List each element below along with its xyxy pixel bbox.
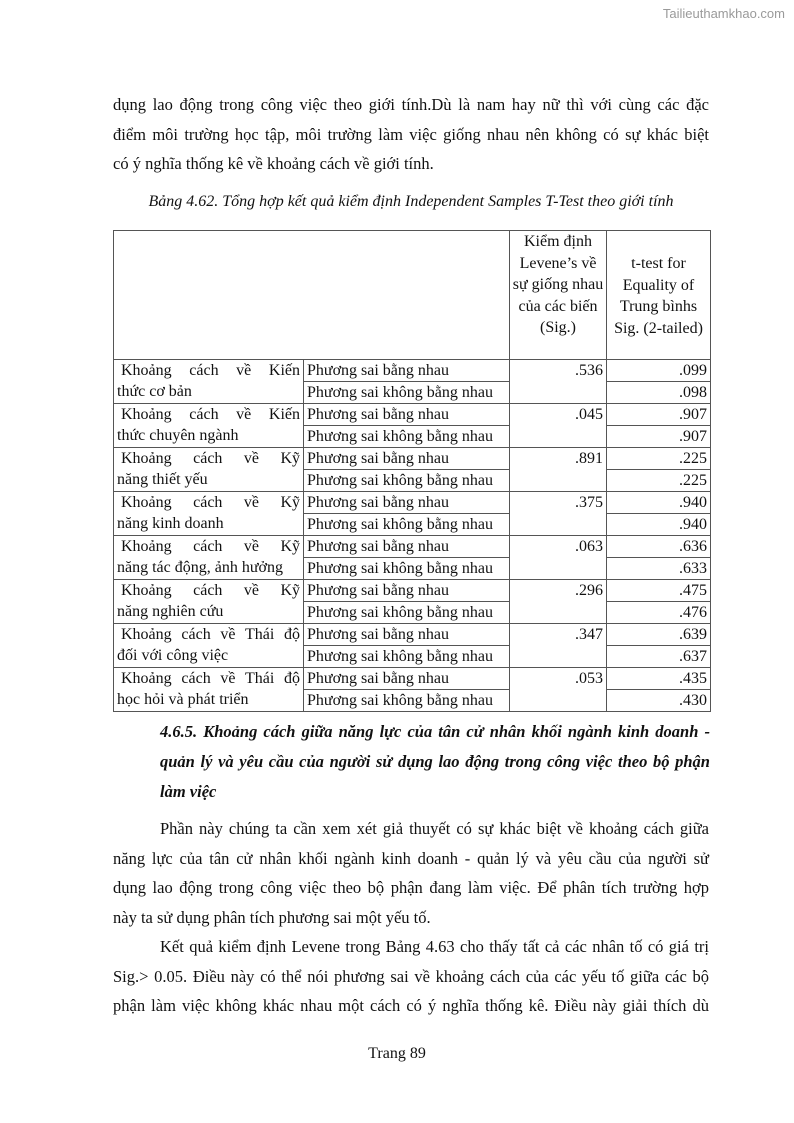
ttest-sig-equal: .636 xyxy=(607,536,711,558)
variance-unequal-label: Phương sai không bằng nhau xyxy=(304,690,510,712)
variance-unequal-label: Phương sai không bằng nhau xyxy=(304,602,510,624)
ttest-sig-unequal: .940 xyxy=(607,514,711,536)
factor-line-2: năng nghiên cứu xyxy=(117,603,224,620)
variance-equal-label: Phương sai bằng nhau xyxy=(304,580,510,602)
table-row xyxy=(114,492,711,514)
ttest-sig-unequal: .476 xyxy=(607,602,711,624)
variance-unequal-label: Phương sai không bằng nhau xyxy=(304,646,510,668)
factor-line-1: Khoảng cách về Kỹ xyxy=(121,538,300,555)
heading-line: 4.6.5. Khoảng cách giữa năng lực của tân cử nhân khối ngành kinh doanh - xyxy=(160,722,710,741)
ttest-sig-equal: .099 xyxy=(607,360,711,382)
factor-line-1: Khoảng cách về Kỹ xyxy=(121,494,300,511)
paragraph-3 xyxy=(113,932,709,1021)
text-line: phận làm việc không khác nhau một cách có ý nghĩa thống kê. Điều này giải thích dù xyxy=(113,996,709,1015)
table-row xyxy=(114,580,711,602)
text-line: Sig.> 0.05. Điều này có thể nói phương sai về khoảng cách của các yếu tố giữa các bộ xyxy=(113,966,709,986)
levene-header: Kiểm định Levene’s về sự giống nhau của các biến (Sig.) xyxy=(510,231,607,360)
factor-line-1: Khoảng cách về Kỹ xyxy=(121,450,300,467)
levene-sig: .891 xyxy=(510,448,607,492)
t-test-table xyxy=(113,230,711,712)
text-line: điểm môi trường học tập, môi trường làm việc giống nhau nên không có sự khác biệt xyxy=(113,124,709,144)
ttest-header: t-test for Equality of Trung bìnhs Sig. (2-tailed) xyxy=(607,231,711,360)
factor-line-2: học hỏi và phát triển xyxy=(117,691,249,708)
ttest-sig-equal: .435 xyxy=(607,668,711,690)
levene-sig: .053 xyxy=(510,668,607,712)
factor-cell xyxy=(114,536,304,580)
levene-sig: .375 xyxy=(510,492,607,536)
levene-sig: .296 xyxy=(510,580,607,624)
ttest-sig-unequal: .907 xyxy=(607,426,711,448)
ttest-sig-unequal: .430 xyxy=(607,690,711,712)
empty-header-cell xyxy=(114,231,510,360)
paragraph-2 xyxy=(113,814,709,932)
table-row xyxy=(114,624,711,646)
table-row xyxy=(114,404,711,426)
variance-unequal-label: Phương sai không bằng nhau xyxy=(304,382,510,404)
table-row xyxy=(114,448,711,470)
text-line: này ta sử dụng phân tích phương sai một yếu tố. xyxy=(113,907,431,927)
factor-line-2: đối với công việc xyxy=(117,647,229,664)
heading-line: làm việc xyxy=(160,782,217,801)
intro-paragraph xyxy=(113,90,709,179)
table-header-row xyxy=(114,231,711,360)
variance-equal-label: Phương sai bằng nhau xyxy=(304,404,510,426)
factor-line-2: thức chuyên ngành xyxy=(117,427,239,444)
text-line: có ý nghĩa thống kê về khoảng cách về giới tính. xyxy=(113,154,434,173)
text-line: dụng lao động trong công việc theo bộ phận đang làm việc. Để phân tích trường hợp xyxy=(113,878,709,897)
factor-cell xyxy=(114,404,304,448)
variance-equal-label: Phương sai bằng nhau xyxy=(304,536,510,558)
variance-equal-label: Phương sai bằng nhau xyxy=(304,668,510,690)
ttest-sig-equal: .225 xyxy=(607,448,711,470)
watermark: Tailieuthamkhao.com xyxy=(662,6,785,21)
variance-equal-label: Phương sai bằng nhau xyxy=(304,492,510,514)
factor-cell xyxy=(114,360,304,404)
variance-equal-label: Phương sai bằng nhau xyxy=(304,360,510,382)
ttest-sig-equal: .940 xyxy=(607,492,711,514)
factor-line-1: Khoảng cách về Kiến xyxy=(121,406,300,423)
variance-unequal-label: Phương sai không bằng nhau xyxy=(304,514,510,536)
factor-cell xyxy=(114,668,304,712)
ttest-sig-unequal: .098 xyxy=(607,382,711,404)
factor-line-2: năng thiết yếu xyxy=(117,471,208,488)
levene-sig: .347 xyxy=(510,624,607,668)
factor-line-2: năng tác động, ảnh hưởng xyxy=(117,559,283,576)
ttest-sig-unequal: .225 xyxy=(607,470,711,492)
heading-line: quản lý và yêu cầu của người sử dụng lao động trong công việc theo bộ phận xyxy=(160,752,710,771)
factor-line-1: Khoảng cách về Kiến xyxy=(121,362,300,379)
ttest-sig-unequal: .633 xyxy=(607,558,711,580)
factor-line-1: Khoảng cách về Thái độ xyxy=(121,626,300,643)
factor-line-1: Khoảng cách về Thái độ xyxy=(121,670,300,687)
ttest-sig-equal: .475 xyxy=(607,580,711,602)
ttest-sig-unequal: .637 xyxy=(607,646,711,668)
factor-line-1: Khoảng cách về Kỹ xyxy=(121,582,300,599)
variance-equal-label: Phương sai bằng nhau xyxy=(304,624,510,646)
levene-sig: .063 xyxy=(510,536,607,580)
ttest-sig-equal: .907 xyxy=(607,404,711,426)
table-row xyxy=(114,536,711,558)
variance-equal-label: Phương sai bằng nhau xyxy=(304,448,510,470)
factor-cell xyxy=(114,492,304,536)
text-line: năng lực của tân cử nhân khối ngành kinh doanh - quản lý và yêu cầu của người sử xyxy=(113,848,709,868)
text-line: dụng lao động trong công việc theo giới tính.Dù là nam hay nữ thì với cùng các đặc xyxy=(113,95,709,114)
text-line: Kết quả kiểm định Levene trong Bảng 4.63 cho thấy tất cả các nhân tố có giá trị xyxy=(160,937,709,956)
factor-line-2: năng kinh doanh xyxy=(117,515,224,532)
factor-cell xyxy=(114,624,304,668)
text-line: Phần này chúng ta cần xem xét giả thuyết có sự khác biệt về khoảng cách giữa xyxy=(160,819,709,838)
page-number: Trang 89 xyxy=(368,1045,426,1062)
variance-unequal-label: Phương sai không bằng nhau xyxy=(304,558,510,580)
ttest-sig-equal: .639 xyxy=(607,624,711,646)
levene-sig: .045 xyxy=(510,404,607,448)
factor-cell xyxy=(114,580,304,624)
variance-unequal-label: Phương sai không bằng nhau xyxy=(304,426,510,448)
factor-line-2: thức cơ bản xyxy=(117,383,192,400)
table-row xyxy=(114,668,711,690)
section-heading xyxy=(160,717,710,807)
factor-cell xyxy=(114,448,304,492)
levene-sig: .536 xyxy=(510,360,607,404)
table-caption: Bảng 4.62. Tổng hợp kết quả kiểm định Independent Samples T-Test theo giới tính xyxy=(148,193,674,210)
table-row xyxy=(114,360,711,382)
variance-unequal-label: Phương sai không bằng nhau xyxy=(304,470,510,492)
